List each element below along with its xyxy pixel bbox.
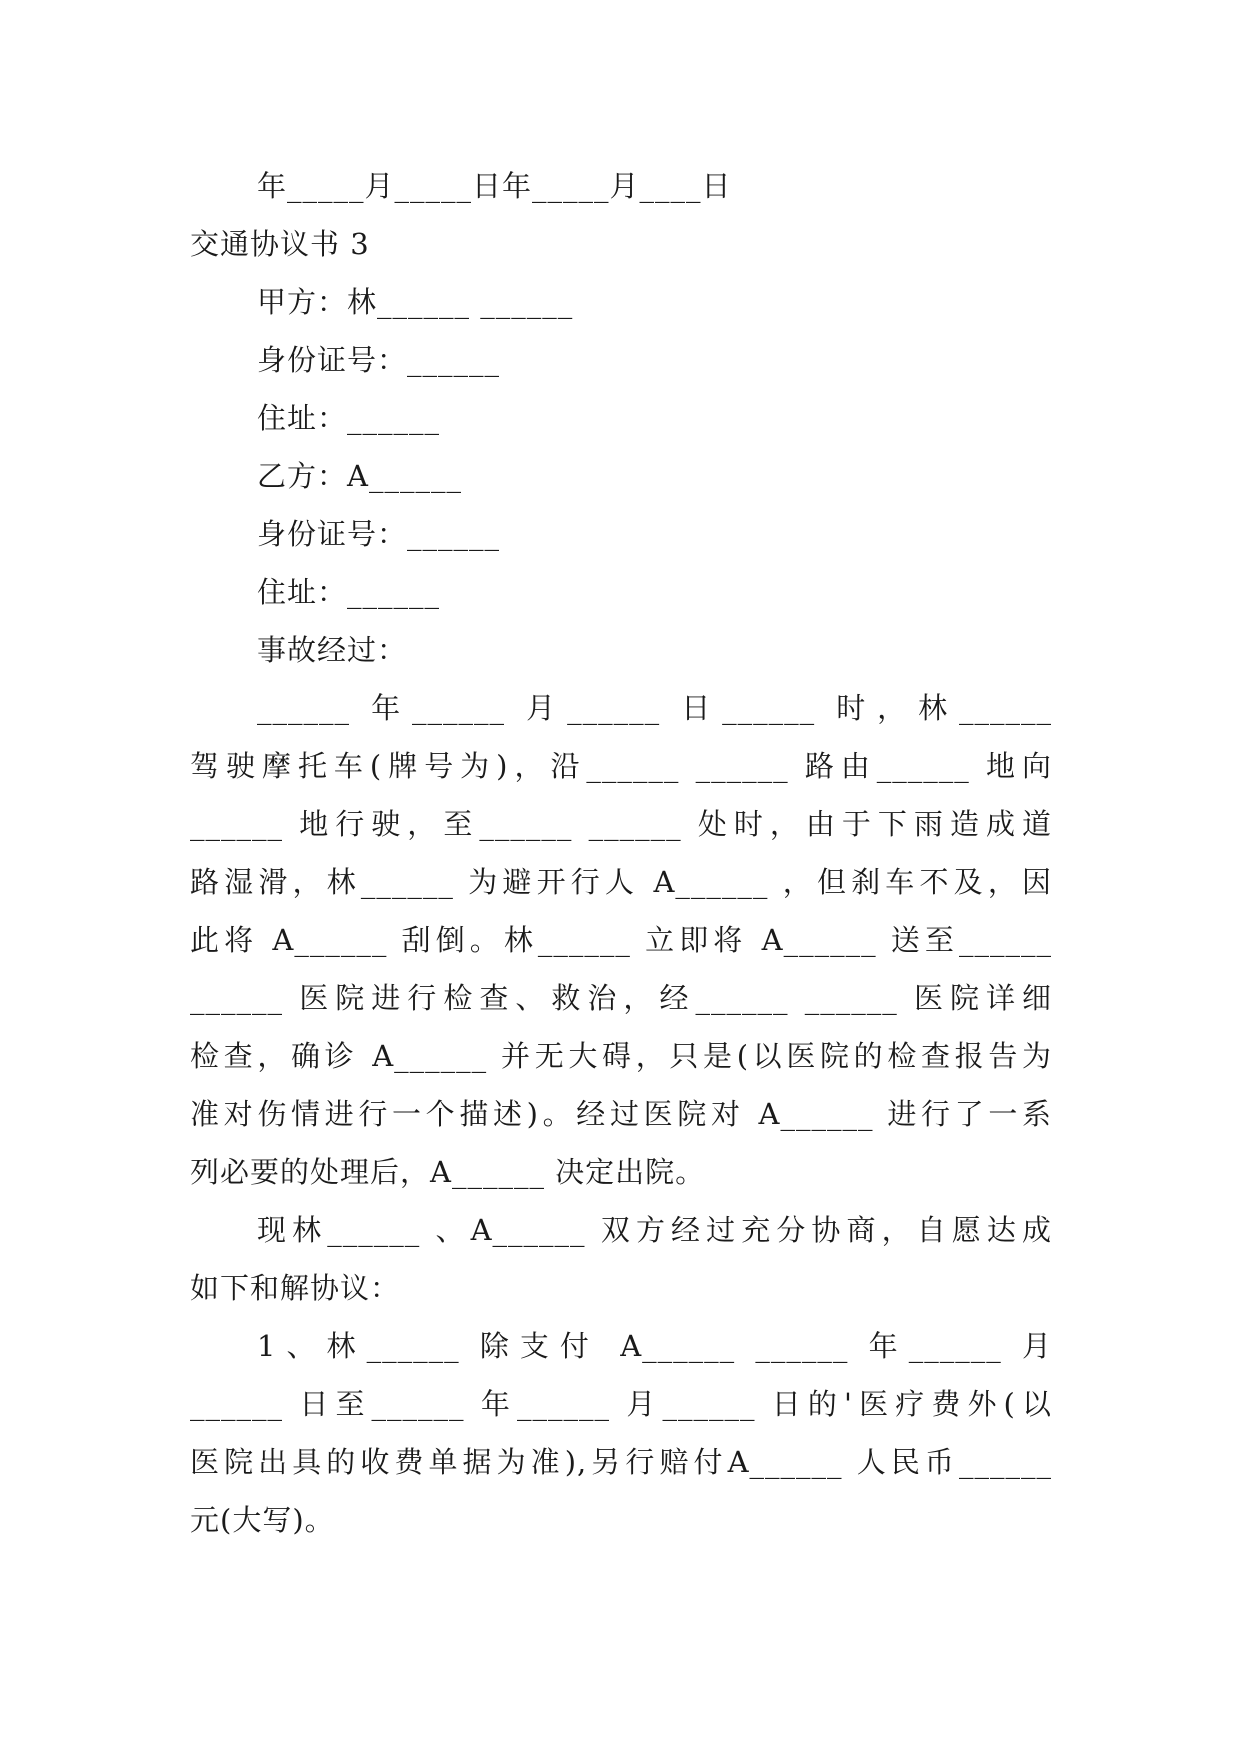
document-title: 交通协议书 3 bbox=[190, 227, 370, 261]
paragraph-line: ______ 年______ 月______ 日______ 时，林______ bbox=[257, 691, 1052, 725]
paragraph-line: 准对伤情进行一个描述)。经过医院对 A______ 进行了一系 bbox=[190, 1097, 1052, 1131]
party-b-address: 住址：______ bbox=[257, 575, 441, 609]
party-a-name: 甲方：林______ ______ bbox=[257, 285, 574, 319]
paragraph-line: 此将 A______ 刮倒。林______ 立即将 A______ 送至______ bbox=[190, 923, 1052, 957]
agreement-paragraph bbox=[190, 1201, 1052, 1317]
paragraph-line: 列必要的处理后，A______ 决定出院。 bbox=[190, 1155, 706, 1189]
document-content bbox=[190, 157, 1052, 1549]
paragraph-line: ______ 医院进行检查、救治，经______ ______ 医院详细 bbox=[190, 981, 1052, 1015]
paragraph-line: 检查，确诊 A______ 并无大碍，只是(以医院的检查报告为 bbox=[190, 1039, 1052, 1073]
date-range-line: 年_____月_____日年_____月____日 bbox=[257, 169, 732, 203]
paragraph-line: ______ 地行驶，至______ ______ 处时，由于下雨造成道 bbox=[190, 807, 1052, 841]
clause-1-paragraph bbox=[190, 1317, 1052, 1549]
party-a-address: 住址：______ bbox=[257, 401, 441, 435]
party-a-id-number: 身份证号：______ bbox=[257, 343, 501, 377]
paragraph-line: 如下和解协议： bbox=[190, 1271, 401, 1305]
paragraph-line: 驾驶摩托车(牌号为)，沿______ ______ 路由______ 地向 bbox=[190, 749, 1052, 783]
paragraph-line: 医院出具的收费单据为准),另行赔付A______ 人民币______ bbox=[190, 1445, 1052, 1479]
paragraph-line: 路湿滑，林______ 为避开行人 A______ ，但刹车不及，因 bbox=[190, 865, 1052, 899]
paragraph-line: 元(大写)。 bbox=[190, 1503, 335, 1537]
party-b-id-number: 身份证号：______ bbox=[257, 517, 501, 551]
paragraph-line: 1、林______ 除支付 A______ ______ 年______ 月 bbox=[257, 1329, 1052, 1363]
party-b-name: 乙方：A______ bbox=[257, 459, 462, 493]
accident-paragraph bbox=[190, 679, 1052, 1201]
paragraph-line: ______ 日至______ 年______ 月______ 日的'医疗费外(以 bbox=[190, 1387, 1052, 1421]
paragraph-line: 现林______ 、A______ 双方经过充分协商，自愿达成 bbox=[257, 1213, 1052, 1247]
accident-heading: 事故经过： bbox=[257, 633, 408, 667]
